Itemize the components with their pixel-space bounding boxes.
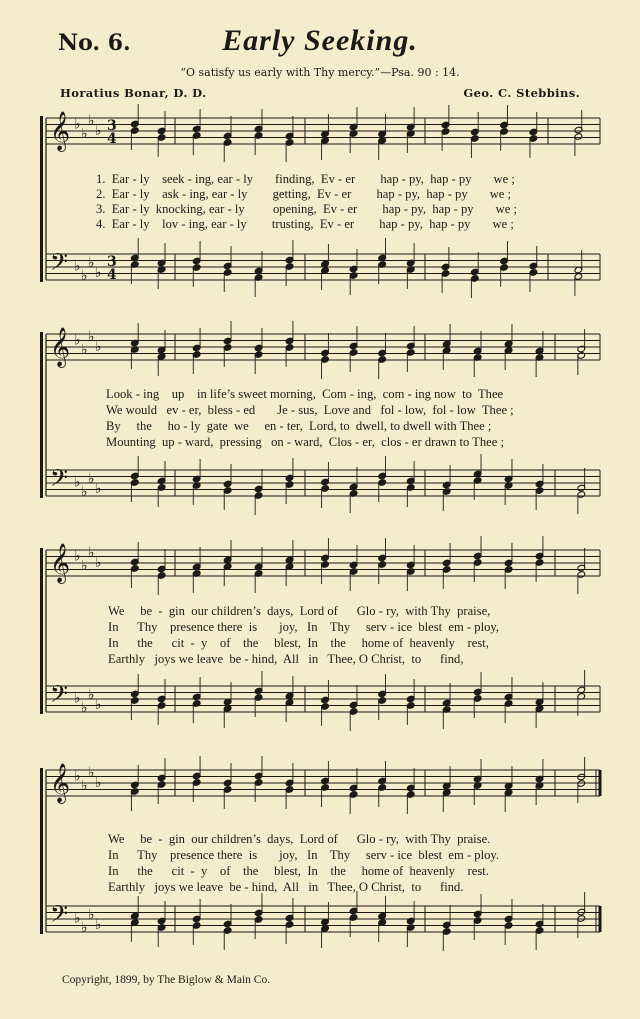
flat-icon: ♭ (81, 484, 88, 500)
lyric-line: By the ho - ly gate we en - ter, Lord, to dwell, to dwell with Thee ; (106, 419, 492, 433)
flat-icon: ♭ (74, 258, 81, 275)
treble-clef-icon: 𝄞 (50, 543, 71, 583)
lyric-line: Look - ing up in life’s sweet morning, Com - ing, com - ing now to Thee (106, 387, 504, 401)
lyric-line: We would ev - er, bless - ed Je - sus, Love and fol - low, fol - low Thee ; (106, 403, 514, 417)
time-signature: 3 (107, 254, 117, 270)
system-brace (40, 116, 43, 282)
flat-icon: ♭ (81, 342, 88, 358)
treble-clef-icon: 𝄞 (50, 763, 71, 803)
lyric-line: 3. Ear - ly knocking, ear - ly opening, Ev - er hap - py, hap - py we ; (96, 202, 517, 216)
flat-icon: ♭ (81, 268, 88, 284)
system-brace (40, 332, 43, 498)
flat-icon: ♭ (88, 765, 95, 781)
author-credit: Horatius Bonar, D. D. (60, 86, 207, 100)
flat-icon: ♭ (88, 113, 95, 129)
flat-icon: ♭ (95, 339, 102, 355)
time-signature: 4 (107, 131, 117, 147)
bass-clef-icon: 𝄢 (50, 680, 69, 713)
flat-icon: ♭ (74, 768, 81, 785)
system-brace (40, 768, 43, 934)
bass-clef-icon: 𝄢 (50, 248, 69, 281)
flat-icon: ♭ (81, 920, 88, 936)
lyric-line: In the cit - y of the blest, In the home of heavenly rest, (108, 636, 489, 650)
lyric-line: 4. Ear - ly lov - ing, ear - ly trusting, Ev - er hap - py, hap - py we ; (96, 217, 514, 231)
flat-icon: ♭ (74, 690, 81, 707)
flat-icon: ♭ (74, 910, 81, 927)
flat-icon: ♭ (95, 481, 102, 497)
lyric-line: We be - gin our children’s days, Lord of Glo - ry, with Thy praise, (108, 604, 491, 618)
lyric-line: Earthly joys we leave be - hind, All in Thee, O Christ, to find. (108, 880, 464, 894)
flat-icon: ♭ (95, 775, 102, 791)
treble-clef-icon: 𝄞 (50, 327, 71, 367)
flat-icon: ♭ (81, 700, 88, 716)
lyric-line: Mounting up - ward, pressing on - ward, Clos - er, clos - er drawn to Thee ; (106, 435, 504, 449)
flat-icon: ♭ (81, 558, 88, 574)
flat-icon: ♭ (88, 687, 95, 703)
flat-icon: ♭ (95, 697, 102, 713)
flat-icon: ♭ (74, 474, 81, 491)
flat-icon: ♭ (95, 555, 102, 571)
lyric-line: In Thy presence there is joy, In Thy serv - ice blest em - ploy. (108, 848, 500, 862)
lyric-line: In the cit - y of the blest, In the home of heavenly rest. (108, 864, 489, 878)
flat-icon: ♭ (88, 545, 95, 561)
lyric-line: 1. Ear - ly seek - ing, ear - ly finding, Ev - er hap - py, hap - py we ; (96, 172, 515, 186)
flat-icon: ♭ (74, 332, 81, 349)
scripture-epigraph: “O satisfy us early with Thy mercy.”—Psa. 90 : 14. (180, 66, 460, 79)
time-signature: 4 (107, 267, 117, 283)
lyric-line: Earthly joys we leave be - hind, All in Thee, O Christ, to find, (108, 652, 464, 666)
flat-icon: ♭ (88, 907, 95, 923)
copyright-notice: Copyright, 1899, by The Biglow & Main Co. (62, 974, 271, 986)
flat-icon: ♭ (74, 116, 81, 133)
hymn-number: No. 6. (58, 30, 131, 56)
composer-credit: Geo. C. Stebbins. (463, 86, 580, 100)
flat-icon: ♭ (88, 255, 95, 271)
lyric-line: 2. Ear - ly ask - ing, ear - ly getting, Ev - er hap - py, hap - py we ; (96, 187, 512, 201)
flat-icon: ♭ (88, 329, 95, 345)
time-signature: 3 (107, 118, 117, 134)
hymn-title: Early Seeking. (222, 24, 418, 57)
system-brace (40, 548, 43, 714)
treble-clef-icon: 𝄞 (50, 111, 71, 151)
lyric-line: In Thy presence there is joy, In Thy serv - ice blest em - ploy, (108, 620, 500, 634)
flat-icon: ♭ (95, 123, 102, 139)
lyric-line: We be - gin our children’s days, Lord of Glo - ry, with Thy praise. (108, 832, 491, 846)
bass-clef-icon: 𝄢 (50, 900, 69, 933)
flat-icon: ♭ (81, 126, 88, 142)
flat-icon: ♭ (95, 917, 102, 933)
flat-icon: ♭ (74, 548, 81, 565)
flat-icon: ♭ (88, 471, 95, 487)
flat-icon: ♭ (95, 265, 102, 281)
flat-icon: ♭ (81, 778, 88, 794)
bass-clef-icon: 𝄢 (50, 464, 69, 497)
